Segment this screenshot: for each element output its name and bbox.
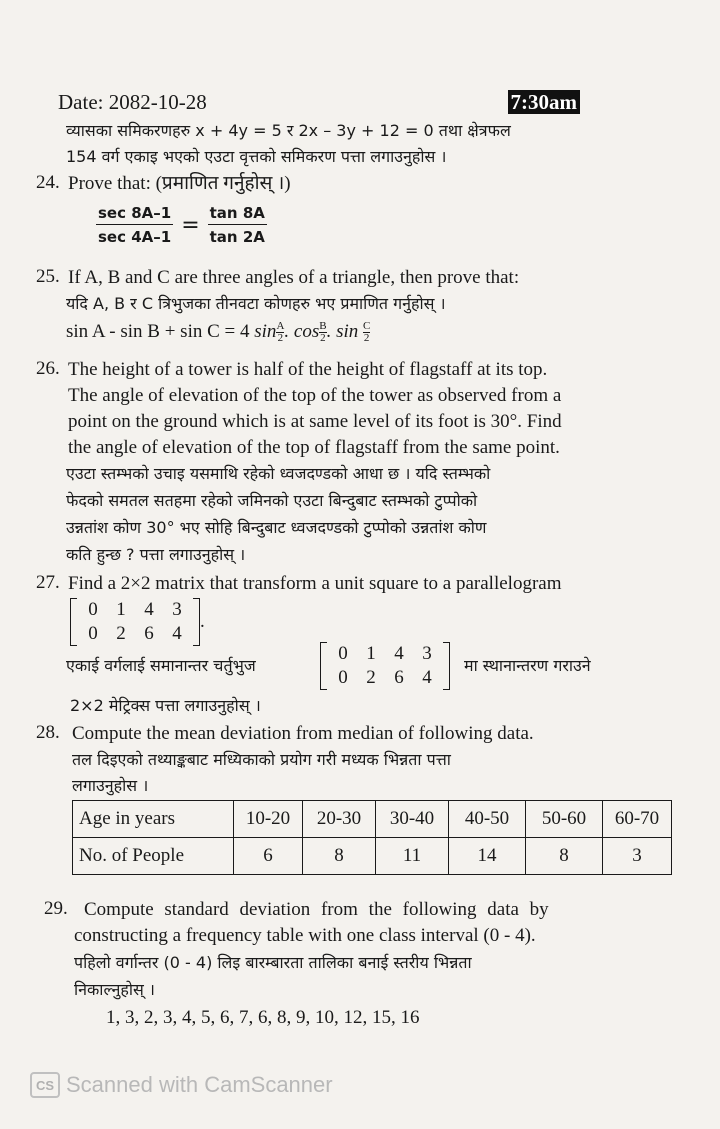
q23-line2: 154 वर्ग एकाइ भएको एउटा वृत्तको समिकरण पत्ता लगाउनुहोस । <box>66 147 447 166</box>
camscanner-logo: CS <box>30 1072 60 1098</box>
table-cell: 50-60 <box>526 801 603 838</box>
q29-en-line1: Compute standard deviation from the following data by <box>84 899 549 920</box>
q25-frac-b <box>319 321 326 344</box>
table-cell: 40-50 <box>449 801 526 838</box>
matrix-cell: 0 <box>338 643 348 664</box>
q26-en-line1: The height of a tower is half of the height of flagstaff at its top. <box>68 359 548 380</box>
table-row <box>73 801 672 838</box>
q24-lhs-fraction <box>96 204 173 246</box>
table-cell: No. of People <box>73 838 234 875</box>
q26-np-line3: उन्नतांश कोण 30° भए सोहि बिन्दुबाट ध्वजदण्डको टुप्पोको उन्नतांश कोण <box>66 518 487 537</box>
q25-frac-c <box>363 321 370 344</box>
matrix-cell: 0 <box>338 667 348 688</box>
table-cell: 60-70 <box>603 801 672 838</box>
q28-np-line2: लगाउनुहोस । <box>72 776 149 795</box>
table-cell: Age in years <box>73 801 234 838</box>
q25-frac-c-den: 2 <box>363 332 370 345</box>
q24-equals: = <box>181 212 200 238</box>
matrix-cell: 3 <box>172 599 182 620</box>
q26-en-line3: point on the ground which is at same level of its foot is 30°. Find <box>68 411 562 432</box>
q24-lhs-numerator: sec 8A–1 <box>96 204 173 225</box>
q25-sin2-term: . sin <box>326 321 359 342</box>
q27-np-pre: एकाई वर्गलाई समानान्तर चर्तुभुज <box>66 656 256 675</box>
q27-matrix-en <box>70 598 205 646</box>
q28-number: 28. <box>36 722 60 743</box>
q26-np-line4: कति हुन्छ ? पत्ता लगाउनुहोस् । <box>66 545 246 564</box>
q26-en-line4: the angle of elevation of the top of flagstaff from the same point. <box>68 437 560 458</box>
q24-rhs-denominator: tan 2A <box>209 228 265 246</box>
q29-data-values: 1, 3, 2, 3, 4, 5, 6, 7, 6, 8, 9, 10, 12, 15, 16 <box>106 1007 420 1028</box>
q25-frac-b-num: B <box>319 320 327 333</box>
matrix-cell: 1 <box>366 643 376 664</box>
q28-english: Compute the mean deviation from median of following data. <box>72 723 534 744</box>
q24-rhs-numerator: tan 8A <box>208 204 267 225</box>
table-cell: 20-30 <box>303 801 376 838</box>
table-row <box>73 838 672 875</box>
matrix-cell: 3 <box>422 643 432 664</box>
watermark-text: Scanned with CamScanner <box>66 1072 333 1097</box>
q25-frac-a-num: A <box>276 320 285 333</box>
q24-identity <box>96 204 267 246</box>
table-cell: 30-40 <box>376 801 449 838</box>
matrix-cell: 0 <box>88 623 98 644</box>
date-label: Date: 2082-10-28 <box>58 90 207 114</box>
q27-english: Find a 2×2 matrix that transform a unit square to a parallelogram <box>68 573 562 594</box>
q27-np-post: मा स्थानान्तरण गराउने <box>464 656 591 675</box>
q26-np-line1: एउटा स्तम्भको उचाइ यसमाथि रहेको ध्वजदण्डको आधा छ । यदि स्तम्भको <box>66 464 491 483</box>
q25-nepali: यदि A, B र C त्रिभुजका तीनवटा कोणहरु भए प्रमाणित गर्नुहोस् । <box>66 294 446 313</box>
q25-frac-a-den: 2 <box>277 332 284 345</box>
q25-cos-term: . cos <box>284 321 320 342</box>
q24-lhs-denominator: sec 4A–1 <box>98 228 172 246</box>
table-cell: 10-20 <box>234 801 303 838</box>
q29-en-line2: constructing a frequency table with one class interval (0 - 4). <box>74 925 536 946</box>
matrix-cell: 4 <box>172 623 182 644</box>
matrix-cell: 6 <box>144 623 154 644</box>
matrix-grid <box>77 598 193 646</box>
q26-en-line2: The angle of elevation of the top of the tower as observed from a <box>68 385 562 406</box>
q27-number: 27. <box>36 572 60 593</box>
matrix-left-bracket <box>70 598 77 646</box>
time-badge: 7:30am <box>508 90 581 114</box>
q23-line1: व्यासका समिकरणहरु x + 4y = 5 र 2x – 3y + 12 = 0 तथा क्षेत्रफल <box>66 121 511 140</box>
q24-rhs-fraction <box>208 204 267 246</box>
q24-text: Prove that: (प्रमाणित गर्नुहोस् ।) <box>68 173 291 194</box>
q28-data-table <box>72 800 672 875</box>
q29-number: 29. <box>44 898 68 919</box>
matrix-cell: 0 <box>88 599 98 620</box>
q25-frac-b-den: 2 <box>320 332 326 345</box>
q25-frac-c-num: C <box>363 320 371 333</box>
table-cell: 8 <box>526 838 603 875</box>
matrix-dot: . <box>200 611 205 632</box>
q25-number: 25. <box>36 266 60 287</box>
q25-formula-lhs: sin A - sin B + sin C = 4 <box>66 321 250 342</box>
table-cell: 3 <box>603 838 672 875</box>
matrix-right-bracket <box>193 598 200 646</box>
matrix-cell: 4 <box>422 667 432 688</box>
table-cell: 14 <box>449 838 526 875</box>
table-cell: 11 <box>376 838 449 875</box>
q27-np-line2: 2×2 मेट्रिक्स पत्ता लगाउनुहोस् । <box>70 696 261 715</box>
q25-formula <box>66 320 370 344</box>
q26-np-line2: फेदको समतल सतहमा रहेको जमिनको एउटा बिन्दुबाट स्तम्भको टुप्पोको <box>66 491 478 510</box>
matrix-cell: 2 <box>366 667 376 688</box>
q28-np-line1: तल दिइएको तथ्याङ्कबाट मध्यिकाको प्रयोग गरी मध्यक भिन्नता पत्ता <box>72 750 451 769</box>
q29-np-line2: निकाल्नुहोस् । <box>74 980 155 999</box>
matrix-cell: 6 <box>394 667 404 688</box>
header <box>58 90 580 116</box>
matrix-cell: 1 <box>116 599 126 620</box>
camscanner-watermark <box>30 1072 333 1098</box>
matrix-cell: 4 <box>394 643 404 664</box>
table-cell: 6 <box>234 838 303 875</box>
matrix-cell: 2 <box>116 623 126 644</box>
matrix-grid <box>327 642 443 690</box>
q27-matrix-np <box>320 642 450 690</box>
matrix-left-bracket <box>320 642 327 690</box>
matrix-right-bracket <box>443 642 450 690</box>
q26-number: 26. <box>36 358 60 379</box>
table-cell: 8 <box>303 838 376 875</box>
q29-np-line1: पहिलो वर्गान्तर (0 - 4) लिइ बारम्बारता तालिका बनाई स्तरीय भिन्नता <box>74 953 472 972</box>
matrix-cell: 4 <box>144 599 154 620</box>
q25-english: If A, B and C are three angles of a triangle, then prove that: <box>68 267 520 288</box>
q24-number: 24. <box>36 172 60 193</box>
q25-sin-term: sin <box>254 321 277 342</box>
